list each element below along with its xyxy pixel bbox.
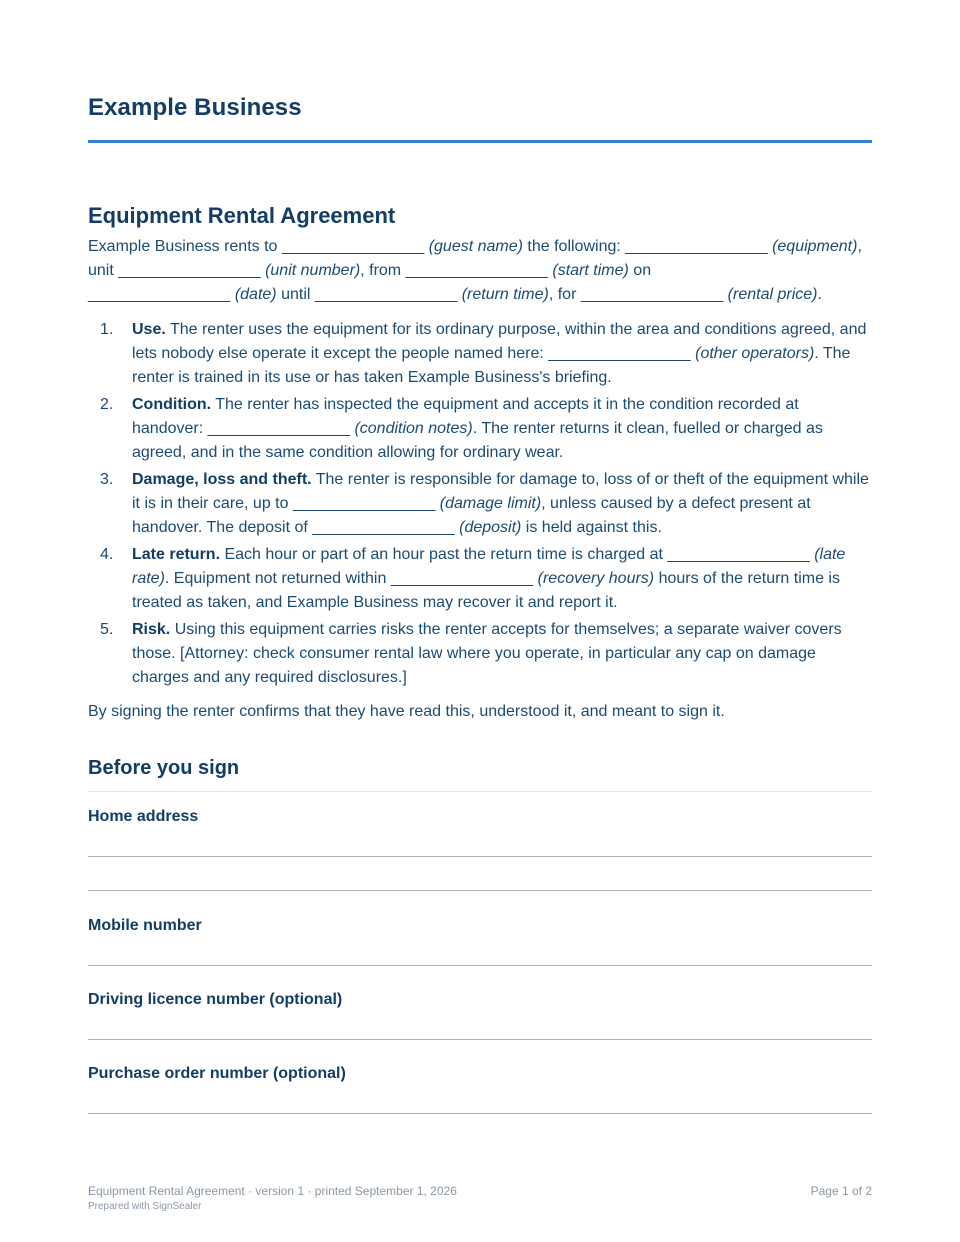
hint-other-operators: (other operators) [695,345,815,362]
signing-confirmation: By signing the renter confirms that they have read this, understood it, and meant to sign it. [88,703,725,720]
hint-equipment: (equipment) [772,238,858,255]
blank-field: ________________ [88,286,231,303]
clause-condition [88,393,872,465]
clause-text: The renter is responsible for damage to, loss of or theft of the equipment while it is in their care, up to [132,471,869,512]
before-sign-title: Before you sign [88,757,240,779]
clause-use [88,318,872,390]
header-divider [88,140,872,143]
blank-field: ________________ [580,286,724,303]
blank-field: ________________ [118,262,261,279]
footer-page-number: Page 1 of 2 [810,1184,872,1198]
clause-text: . Equipment not returned within [164,570,391,587]
hint-guest-name: (guest name) [428,238,523,255]
business-name: Example Business [88,94,302,121]
clause-text: The renter has inspected the equipment and accepts it in the condition recorded at handover: [132,396,799,437]
footer-document-info: Equipment Rental Agreement · version 1 · printed September 1, 2026 [88,1184,457,1198]
blank-field: ________________ [667,546,810,563]
document-page [88,0,872,1242]
intro-text: Example Business rents to [88,238,282,255]
field-label-purchase-order: Purchase order number (optional) [88,1065,346,1082]
field-label-driving-licence: Driving licence number (optional) [88,991,343,1008]
clause-text: hours of the return time is treated as taken, and Example Business may recover it and report it. [132,570,840,611]
intro-text: on [628,262,652,279]
blank-field: ________________ [207,420,350,437]
clause-text: , unless caused by a defect present at handover. The deposit of [132,495,811,536]
mobile-number-line[interactable] [88,965,872,966]
intro-text: the following: [522,238,626,255]
hint-return-time: (return time) [461,286,549,303]
field-label-home-address: Home address [88,808,199,825]
hint-condition-notes: (condition notes) [354,420,473,437]
hint-deposit: (deposit) [459,519,522,536]
clause-list [88,318,872,693]
purchase-order-line[interactable] [88,1113,872,1114]
clause-heading: Risk. [132,621,171,638]
document-title: Equipment Rental Agreement [88,203,396,228]
intro-text: , unit [88,238,862,279]
blank-field: ________________ [390,570,534,587]
clause-text: Each hour or part of an hour past the return time is charged at [220,546,668,563]
hint-start-time: (start time) [552,262,629,279]
clause-late-return [88,543,872,615]
clause-damage [88,468,872,540]
section-divider [88,791,872,792]
field-label-mobile-number: Mobile number [88,917,202,934]
blank-field: ________________ [292,495,436,512]
driving-licence-line[interactable] [88,1039,872,1040]
intro-paragraph [88,235,872,307]
blank-field: ________________ [314,286,458,303]
clause-number: 2. [100,396,114,413]
intro-text: , for [548,286,581,303]
clause-text: . The renter returns it clean, fuelled or charged as agreed, and in the same condition allowing for ordinary wear. [132,420,823,461]
blank-field: ________________ [405,262,548,279]
clause-heading: Condition. [132,396,212,413]
clause-text: Using this equipment carries risks the renter accepts for themselves; a separate waiver covers those. [Attorney: check consumer rental law where you operate, in particular any cap on damage charges and any required disclosures.] [132,621,842,686]
clause-risk [88,618,872,690]
clause-heading: Late return. [132,546,221,563]
intro-text: , from [360,262,406,279]
clause-number: 5. [100,621,114,638]
home-address-line-2[interactable] [88,890,872,891]
intro-text: until [276,286,315,303]
clause-number: 4. [100,546,114,563]
intro-text: . [817,286,822,303]
blank-field: ________________ [281,238,425,255]
hint-late-rate: (late rate) [132,546,846,587]
hint-date: (date) [234,286,277,303]
blank-field: ________________ [548,345,691,362]
clause-text: . The renter is trained in its use or has taken Example Business's briefing. [132,345,851,386]
blank-field: ________________ [625,238,768,255]
clause-text: is held against this. [521,519,662,536]
footer-prepared-with: Prepared with SignSealer [88,1201,202,1212]
hint-recovery-hours: (recovery hours) [537,570,655,587]
clause-number: 3. [100,471,114,488]
hint-damage-limit: (damage limit) [439,495,542,512]
hint-unit-number: (unit number) [265,262,361,279]
blank-field: ________________ [312,519,455,536]
home-address-line-1[interactable] [88,856,872,857]
clause-heading: Use. [132,321,166,338]
clause-number: 1. [100,321,114,338]
clause-heading: Damage, loss and theft. [132,471,312,488]
clause-text: The renter uses the equipment for its ordinary purpose, within the area and conditions agreed, and lets nobody else operate it except the people named here: [132,321,867,362]
hint-rental-price: (rental price) [727,286,818,303]
